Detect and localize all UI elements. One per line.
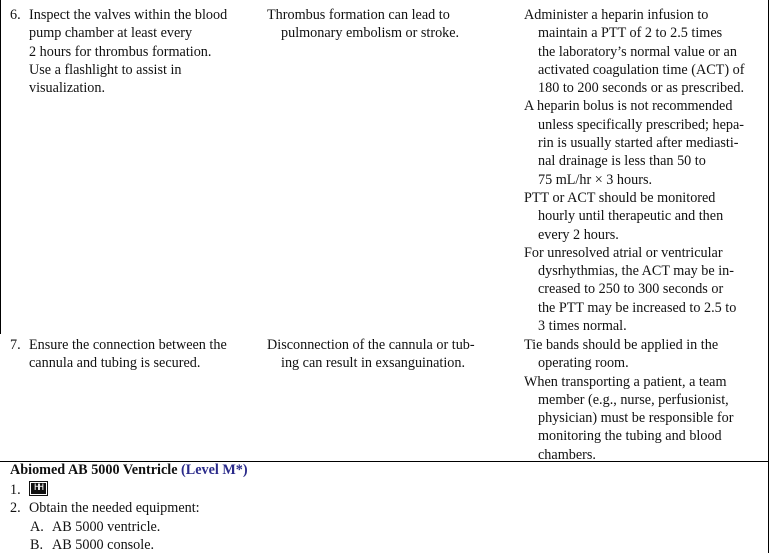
text-line: 3 times normal. (538, 318, 627, 335)
note-paragraph (524, 244, 764, 335)
step-text (29, 336, 227, 373)
sub-list-letter: A. (30, 518, 44, 535)
text-line: operating room. (538, 355, 629, 372)
note-paragraph (524, 336, 764, 373)
text-line: Inspect the valves within the blood (29, 7, 228, 23)
text-line: dysrhythmias, the ACT may be in- (538, 263, 734, 280)
step-number: 6. (10, 7, 21, 23)
text-line: PTT or ACT should be monitored (524, 189, 716, 206)
note-paragraph (524, 97, 764, 188)
step-6-cell (10, 6, 250, 97)
text-line: chambers. (538, 446, 596, 463)
hand-hygiene-icon: HH (29, 481, 48, 496)
procedure-list (10, 481, 510, 554)
list-item (10, 481, 510, 499)
notes-6-cell (524, 6, 764, 335)
sub-list-letter: B. (30, 536, 44, 553)
text-line: cannula and tubing is secured. (29, 355, 201, 372)
text-line: member (e.g., nurse, perfusionist, (538, 391, 729, 408)
text-line: ing can result in exsanguination. (281, 355, 466, 372)
text-line: A heparin bolus is not recommended (524, 98, 733, 115)
text-line: Use a flashlight to assist in (29, 61, 182, 78)
note-paragraph (524, 189, 764, 244)
text-line: For unresolved atrial or ventricular (524, 244, 723, 261)
text-line: Administer a heparin infusion to (524, 7, 709, 23)
text-line: visualization. (29, 80, 106, 97)
list-number: 2. (10, 500, 21, 517)
section-title: Abiomed AB 5000 Ventricle (10, 462, 178, 478)
step-text (29, 6, 227, 97)
text-line: Tie bands should be applied in the (524, 337, 719, 353)
text-line: pulmonary embolism or stroke. (281, 25, 460, 42)
note-paragraph (524, 6, 764, 97)
text-line: Ensure the connection between the (29, 337, 227, 353)
step-number: 7. (10, 337, 21, 353)
rationale-6-cell (267, 6, 505, 43)
list-item (10, 499, 510, 517)
text-line: hourly until therapeutic and then (538, 208, 724, 225)
text-line: monitoring the tubing and blood (538, 428, 722, 445)
text-line: Disconnection of the cannula or tub- (267, 337, 475, 353)
notes-7-cell (524, 336, 764, 464)
rationale-7-cell (267, 336, 505, 373)
list-text: Obtain the needed equipment: (29, 500, 200, 517)
sub-list-text: AB 5000 console. (52, 536, 155, 553)
text-line: 180 to 200 seconds or as prescribed. (538, 80, 745, 97)
sub-list-item (10, 536, 510, 554)
section-heading (10, 461, 248, 479)
text-line: physician) must be responsible for (538, 410, 734, 427)
table-left-border (0, 0, 1, 334)
note-paragraph (524, 373, 764, 464)
text-line: unless specifically prescribed; hepa- (538, 116, 745, 133)
text-line: rin is usually started after mediasti- (538, 135, 739, 152)
text-line: creased to 250 to 300 seconds or (538, 281, 724, 298)
text-line: nal drainage is less than 50 to (538, 153, 706, 170)
text-line: every 2 hours. (538, 226, 619, 243)
text-line: the laboratory’s normal value or an (538, 43, 737, 60)
level-link[interactable]: (Level M*) (181, 462, 248, 478)
text-line: Thrombus formation can lead to (267, 7, 450, 23)
text-line: When transporting a patient, a team (524, 373, 727, 390)
sub-list-text: AB 5000 ventricle. (52, 518, 161, 535)
text-line: pump chamber at least every (29, 25, 193, 42)
text-line: 2 hours for thrombus formation. (29, 43, 212, 60)
text-line: 75 mL/hr × 3 hours. (538, 171, 653, 188)
text-line: maintain a PTT of 2 to 2.5 times (538, 25, 723, 42)
text-line: the PTT may be increased to 2.5 to (538, 299, 737, 316)
text-line: activated coagulation time (ACT) of (538, 61, 745, 78)
step-7-cell (10, 336, 250, 373)
sub-list-item (10, 518, 510, 536)
page-right-border (768, 0, 769, 553)
list-number: 1. (10, 482, 21, 498)
